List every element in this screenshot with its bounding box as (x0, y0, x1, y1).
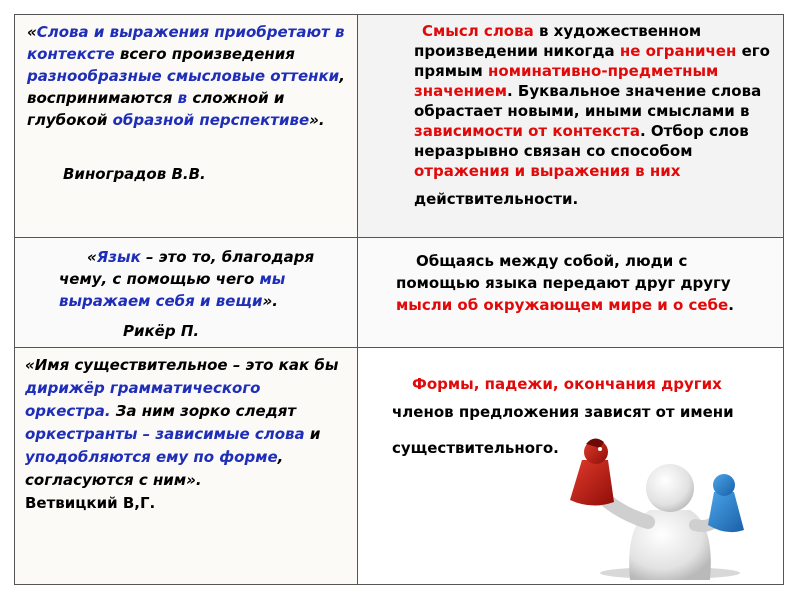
explanation-1-tail: действительности. (414, 190, 579, 208)
column-divider (357, 238, 358, 348)
text-fragment: « (87, 248, 97, 266)
text-fragment: сложной и глубокой (27, 89, 285, 129)
explanation-3-line3: существительного. (392, 439, 559, 457)
explanation-2-text (396, 250, 776, 316)
text-fragment: «Имя существительное – это как бы (25, 356, 339, 374)
blue-highlight-text: мы выражаем себя и вещи (59, 270, 286, 310)
blue-highlight-text: Язык (96, 248, 141, 266)
quote-cell-2 (15, 238, 357, 348)
text-fragment: его прямым (414, 42, 770, 80)
explanation-1-text (414, 21, 774, 181)
column-divider (357, 15, 358, 237)
red-highlight-text: мысли об окружающем мире и о себе (396, 296, 729, 314)
text-fragment: всего произведения (114, 45, 295, 63)
text-fragment: ». (309, 111, 325, 129)
text-fragment: ». (262, 292, 278, 310)
blue-highlight-text: разнообразные смысловые оттенки (27, 67, 340, 85)
text-fragment: « (27, 23, 37, 41)
explanation-3-line1: Формы, падежи, окончания других (412, 375, 722, 393)
quote-ricoeur (59, 246, 351, 312)
quote-cell-3 (15, 348, 357, 584)
blue-highlight-text: образной перспективе (112, 111, 310, 129)
text-fragment: . Отбор слов неразрывно связан со способом (414, 122, 749, 160)
author-ricoeur: Рикёр П. (123, 322, 200, 340)
blue-highlight-text: дирижёр грамматического оркестра. (25, 379, 261, 420)
text-fragment: За ним зорко следят (110, 402, 297, 420)
quote-vinogradov (27, 21, 349, 131)
blue-highlight-text: Слова и выражения приобретают в контексте (27, 23, 345, 63)
text-fragment: , согласуются с ним». (25, 448, 284, 489)
explanation-cell-1 (358, 15, 783, 237)
quote-cell-1 (15, 15, 357, 237)
table-row-2 (15, 238, 783, 348)
red-highlight-text: номинативно-предметным значением (414, 62, 719, 100)
puppet-figure-icon (530, 430, 770, 580)
text-fragment: , воспринимаются (27, 67, 345, 107)
blue-highlight-text: уподобляются ему по форме (25, 448, 278, 466)
quote-vetvitsky (25, 354, 351, 492)
text-fragment: . Буквальное значение слова обрастает новыми, иными смыслами в (414, 82, 762, 120)
text-fragment: . (728, 296, 734, 314)
red-highlight-text: отражения и выражения в них (414, 162, 681, 180)
red-highlight-text: Смысл слова (422, 22, 534, 40)
explanation-cell-2 (358, 238, 783, 348)
red-highlight-text: зависимости от контекста (414, 122, 640, 140)
author-vetvitsky: Ветвицкий В,Г. (25, 494, 156, 512)
text-fragment: – это то, благодаря чему, с помощью чего (59, 248, 315, 288)
author-vinogradov: Виноградов В.В. (63, 165, 206, 183)
blue-highlight-text: оркестранты – зависимые слова (25, 425, 305, 443)
text-fragment: и (304, 425, 321, 443)
table-row-1 (15, 15, 783, 237)
explanation-3-line2: членов предложения зависят от имени (392, 403, 734, 421)
blue-highlight-text: в (177, 89, 188, 107)
text-fragment: в художественном произведении никогда (414, 22, 702, 60)
column-divider (357, 348, 358, 584)
red-highlight-text: не ограничен (619, 42, 737, 60)
text-fragment: Общаясь между собой, люди с помощью языка передают друг другу (396, 252, 731, 292)
